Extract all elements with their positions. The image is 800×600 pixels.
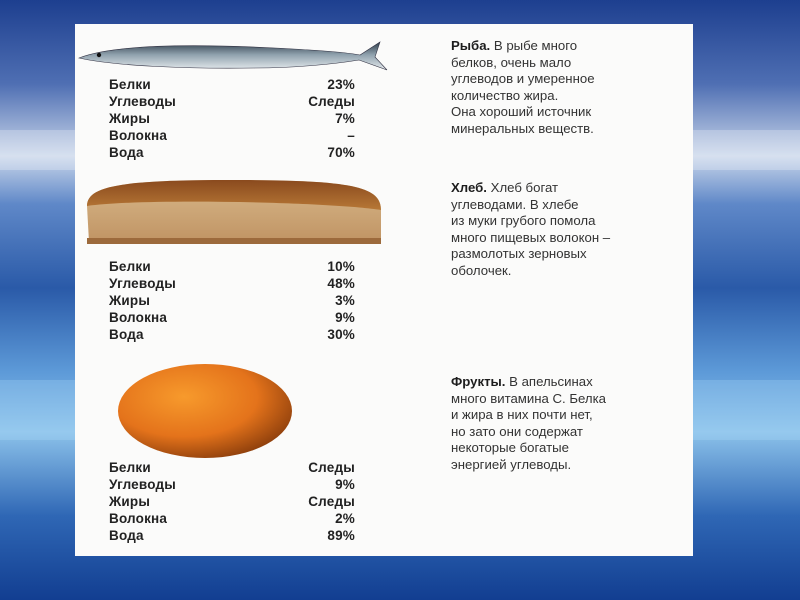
fish-description: Рыба. В рыбе много белков, очень мало углеводов и умеренное количество жира. Она хороший источник минеральных веществ.: [451, 38, 595, 136]
fruit-description: Фрукты. В апельсинах много витамина С. Белка и жира в них почти нет, но зато они содержат некоторые богатые энергией углеводы.: [451, 374, 607, 472]
nutrition-row: Вода 70%: [109, 145, 355, 160]
fish-nutrition-table: [109, 77, 355, 162]
nutrition-row: Вода 30%: [109, 327, 355, 342]
content-page: [75, 24, 693, 556]
bread-title: Хлеб.: [451, 180, 487, 195]
nutrition-row: Жиры 3%: [109, 293, 355, 308]
nutrition-row: Белки 23%: [109, 77, 355, 92]
nutrition-row: Жиры Следы: [109, 494, 355, 509]
nutrition-row: Волокна 9%: [109, 310, 355, 325]
orange-image: [115, 362, 295, 462]
bread-description: Хлеб. Хлеб богат углеводами. В хлебе из муки грубого помола много пищевых волокон – размолотых зерновых оболочек.: [451, 180, 611, 278]
nutrition-row: Волокна 2%: [109, 511, 355, 526]
fruit-title: Фрукты.: [451, 374, 506, 389]
nutrition-row: Белки Следы: [109, 460, 355, 475]
nutrition-row: Белки 10%: [109, 259, 355, 274]
nutrition-row: Вода 89%: [109, 528, 355, 543]
fish-image: [75, 38, 395, 76]
bread-nutrition-table: [109, 259, 355, 344]
nutrition-row: Углеводы Следы: [109, 94, 355, 109]
nutrition-row: Углеводы 9%: [109, 477, 355, 492]
nutrition-row: Углеводы 48%: [109, 276, 355, 291]
nutrition-row: Волокна –: [109, 128, 355, 143]
bread-image: [81, 176, 381, 248]
nutrition-row: Жиры 7%: [109, 111, 355, 126]
fruit-nutrition-table: [109, 460, 355, 545]
fish-title: Рыба.: [451, 38, 491, 53]
